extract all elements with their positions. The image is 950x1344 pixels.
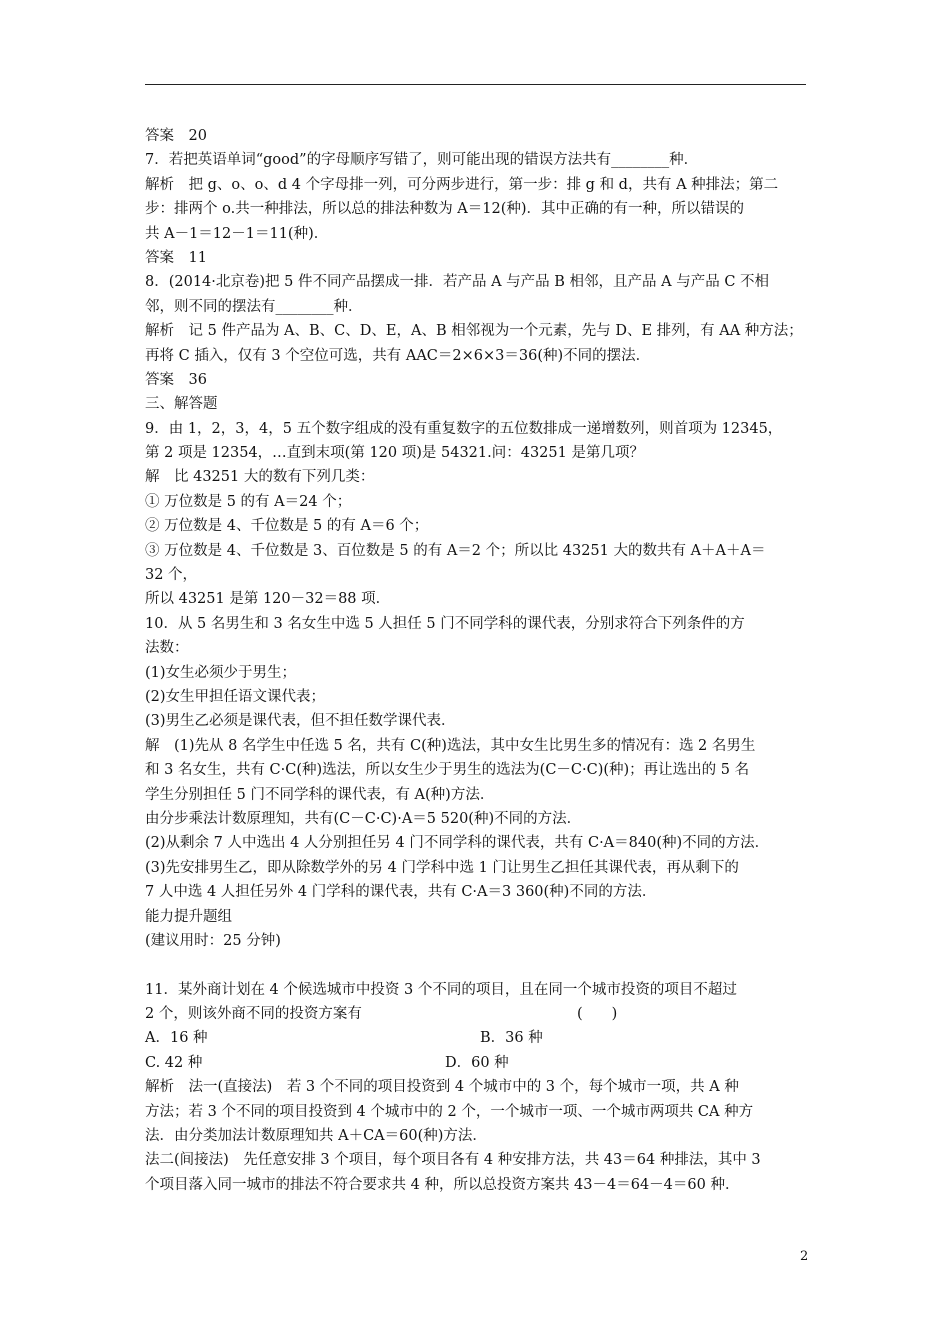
q11-line2-row: [145, 1002, 810, 1026]
text-line: 步：排两个 o.共一种排法，所以总的排法种数为 A＝12(种)．其中正确的有一种，所以错误的: [145, 201, 745, 218]
answer-bracket: ( ): [577, 1006, 618, 1023]
text-line: 8．(2014·北京卷)把 5 件不同产品摆成一排．若产品 A 与产品 B 相邻，且产品 A 与产品 C 不相: [145, 274, 770, 291]
option-b: B．36 种: [480, 1030, 543, 1047]
text-line: (建议用时：25 分钟): [145, 932, 281, 949]
options-row-1: [145, 1026, 810, 1050]
option-c: C. 42 种: [145, 1054, 203, 1071]
text-line: 方法；若 3 个不同的项目投资到 4 个城市中的 2 个，一个城市一项、一个城市两项共 CA 种方: [145, 1103, 754, 1120]
option-d: D．60 种: [445, 1054, 509, 1071]
text-line: 法数：: [145, 640, 189, 657]
text-line: 所以 43251 是第 120－32＝88 项．: [145, 591, 391, 608]
text-line: 解析 把 g、o、o、d 4 个字母排一列，可分两步进行，第一步：排 g 和 d，共有 A 种排法；第二: [145, 176, 779, 193]
blank-line: [145, 953, 810, 977]
text-line: 个项目落入同一城市的排法不符合要求共 4 种，所以总投资方案共 43－4＝64－4＝60 种．: [145, 1176, 740, 1193]
text-line: 32 个，: [145, 567, 198, 584]
text-line: 和 3 名女生，共有 C·C(种)选法，所以女生少于男生的选法为(C－C·C)(种)；再让选出的 5 名: [145, 762, 750, 779]
text-line: 解 比 43251 大的数有下列几类：: [145, 469, 375, 486]
text-line: 法二(间接法) 先任意安排 3 个项目，每个项目各有 4 种安排方法，共 43＝64 种排法，其中 3: [145, 1152, 761, 1169]
text-block-a: [145, 124, 810, 953]
text-line: 7 人中选 4 人担任另外 4 门学科的课代表，共有 C·A＝3 360(种)不同的方法．: [145, 884, 657, 901]
text-line: (2)女生甲担任语文课代表；: [145, 688, 326, 705]
text-block-b: [145, 1075, 810, 1197]
text-line: 共 A－1＝12－1＝11(种)．: [145, 225, 329, 242]
text-line: (2)从剩余 7 人中选出 4 人分别担任另 4 门不同学科的课代表，共有 C·A＝840(种)不同的方法．: [145, 835, 770, 852]
text-line: (3)先安排男生乙，即从除数学外的另 4 门学科中选 1 门让男生乙担任其课代表，再从剩下的: [145, 859, 739, 876]
text-line: (1)女生必须少于男生；: [145, 664, 297, 681]
text-line: 由分步乘法计数原理知，共有(C－C·C)·A＝5 520(种)不同的方法．: [145, 810, 582, 827]
text-line: 解析 记 5 件产品为 A、B、C、D、E，A、B 相邻视为一个元素，先与 D、E 排列，有 AA 种方法；: [145, 323, 803, 340]
text-line: 答案 36: [145, 371, 207, 388]
header-rule: [145, 84, 806, 85]
option-a: A．16 种: [145, 1030, 208, 1047]
text-line: 9．由 1，2，3，4，5 五个数字组成的没有重复数字的五位数排成一递增数列，则首项为 12345，: [145, 420, 783, 437]
text-line: 第 2 项是 12354，…直到末项(第 120 项)是 54321.问：43251 是第几项？: [145, 445, 644, 462]
text-line: 解 (1)先从 8 名学生中任选 5 名，共有 C(种)选法，其中女生比男生多的情况有：选 2 名男生: [145, 737, 756, 754]
question-11: [145, 978, 810, 1076]
text-line: 7．若把英语单词“good”的字母顺序写错了，则可能出现的错误方法共有________种．: [145, 152, 699, 169]
text-line: 邻，则不同的摆法有________种．: [145, 298, 363, 315]
q11-line2: 2 个，则该外商不同的投资方案有: [145, 1006, 362, 1023]
page-number: 2: [800, 1249, 809, 1264]
text-line: ① 万位数是 5 的有 A＝24 个；: [145, 493, 352, 510]
text-line: 10．从 5 名男生和 3 名女生中选 5 人担任 5 门不同学科的课代表，分别求符合下列条件的方: [145, 615, 745, 632]
text-line: 解析 法一(直接法) 若 3 个不同的项目投资到 4 个城市中的 3 个，每个城市一项，共 A 种: [145, 1079, 739, 1096]
text-line: 答案 20: [145, 128, 207, 144]
text-line: ③ 万位数是 4、千位数是 3、百位数是 5 的有 A＝2 个；所以比 43251 大的数共有 A＋A＋A＝: [145, 542, 766, 559]
document-body: [145, 124, 810, 1197]
text-line: 法．由分类加法计数原理知共 A＋CA＝60(种)方法．: [145, 1128, 487, 1145]
text-line: ② 万位数是 4、千位数是 5 的有 A＝6 个；: [145, 518, 429, 535]
options-row-2: [145, 1051, 810, 1075]
q11-line1: 11．某外商计划在 4 个候选城市中投资 3 个不同的项目，且在同一个城市投资的项目不超过: [145, 981, 737, 998]
text-line: 答案 11: [145, 249, 207, 266]
text-line: 学生分别担任 5 门不同学科的课代表，有 A(种)方法．: [145, 786, 495, 803]
text-line: 再将 C 插入，仅有 3 个空位可选，共有 AAC＝2×6×3＝36(种)不同的摆法．: [145, 347, 651, 364]
text-line: (3)男生乙必须是课代表，但不担任数学课代表．: [145, 713, 456, 730]
text-line: 三、解答题: [145, 396, 218, 413]
text-line: 能力提升题组: [145, 908, 232, 925]
